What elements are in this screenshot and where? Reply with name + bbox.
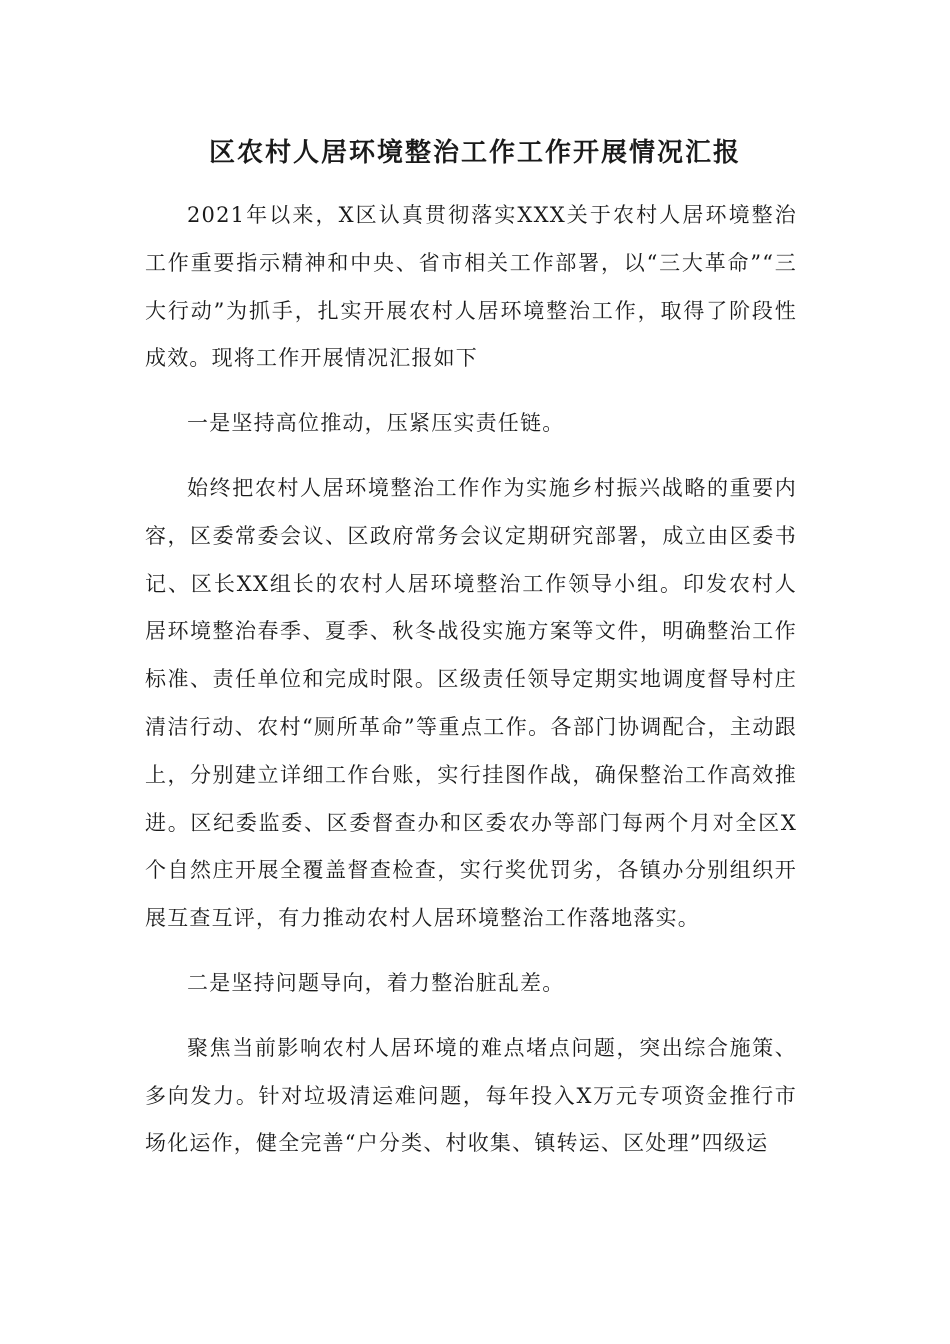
paragraph-section-1: 始终把农村人居环境整治工作作为实施乡村振兴战略的重要内容，区委常委会议、区政府常务会议定期研究部署，成立由区委书记、区长XX组长的农村人居环境整治工作领导小组。印发农村人居环境整治春季、夏季、秋冬战役实施方案等文件，明确整治工作标准、责任单位和完成时限。区级责任领导定期实地调度督导村庄清洁行动、农村“厕所革命”等重点工作。各部门协调配合，主动跟上，分别建立详细工作台账，实行挂图作战，确保整治工作高效推进。区纪委监委、区委督查办和区委农办等部门每两个月对全区X个自然庄开展全覆盖督查检查，实行奖优罚劣，各镇办分别组织开展互查互评，有力推动农村人居环境整治工作落地落实。 bbox=[145, 475, 797, 931]
document-title: 区农村人居环境整治工作工作开展情况汇报 bbox=[208, 138, 741, 168]
section-heading-2: 二是坚持问题导向，着力整治脏乱差。 bbox=[187, 970, 565, 995]
document-body bbox=[145, 192, 797, 1168]
section-heading-1: 一是坚持高位推动，压紧压实责任链。 bbox=[187, 411, 565, 436]
paragraph-section-2: 聚焦当前影响农村人居环境的难点堵点问题，突出综合施策、多向发力。针对垃圾清运难问题，每年投入X万元专项资金推行市场化运作，健全完善“户分类、村收集、镇转运、区处理”四级运 bbox=[145, 1035, 797, 1156]
paragraph-intro: 2021年以来，X区认真贯彻落实XXX关于农村人居环境整治工作重要指示精神和中央、省市相关工作部署，以“三大革命”“三大行动”为抓手，扎实开展农村人居环境整治工作，取得了阶段性成效。现将工作开展情况汇报如下 bbox=[145, 203, 797, 371]
